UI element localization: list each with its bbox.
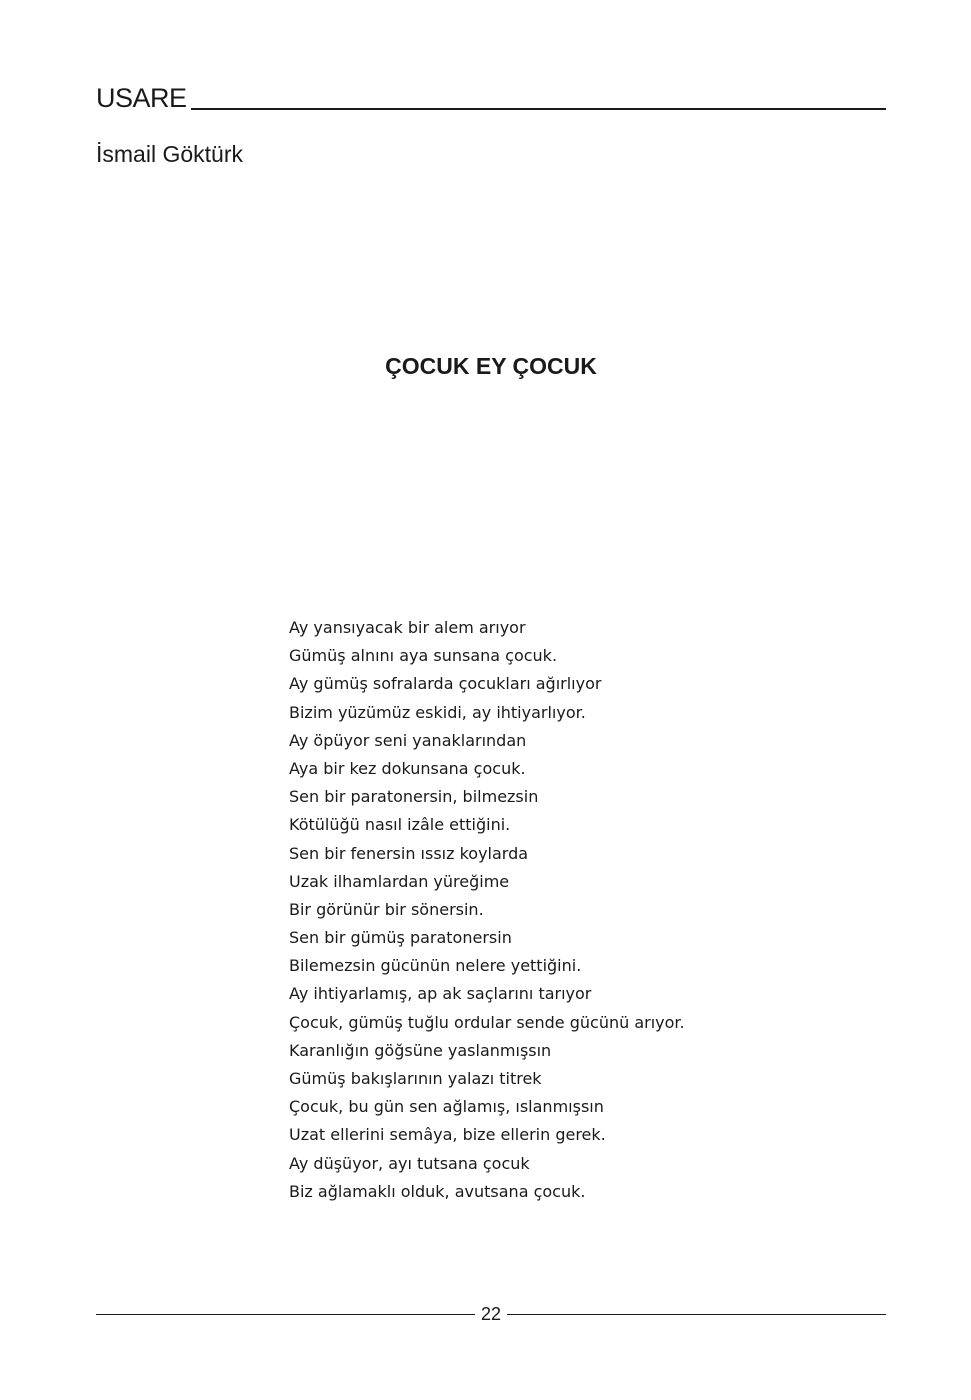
poem-line: Kötülüğü nasıl izâle ettiğini. bbox=[289, 815, 511, 835]
running-header bbox=[96, 80, 886, 112]
poem-line: Karanlığın göğsüne yaslanmışsın bbox=[289, 1040, 552, 1060]
poem-line: Bilemezsin gücünün nelere yettiğini. bbox=[289, 956, 582, 976]
poem-line: Uzak ilhamlardan yüreğime bbox=[289, 871, 510, 891]
poem-line: Bir görünür bir sönersin. bbox=[289, 899, 484, 919]
poem-line: Çocuk, bu gün sen ağlamış, ıslanmışsın bbox=[289, 1097, 604, 1117]
poem-line: Sen bir fenersin ıssız koylarda bbox=[289, 843, 529, 863]
poem-line: Ay gümüş sofralarda çocukları ağırlıyor bbox=[289, 674, 602, 694]
poem-line: Ay ihtiyarlamış, ap ak saçlarını tarıyor bbox=[289, 984, 592, 1004]
footer-rule-left bbox=[96, 1314, 475, 1315]
page-footer bbox=[96, 1302, 886, 1326]
poem-line: Gümüş bakışlarının yalazı titrek bbox=[289, 1069, 542, 1088]
poem-line: Aya bir kez dokunsana çocuk. bbox=[289, 758, 526, 778]
poem-line: Bizim yüzümüz eskidi, ay ihtiyarlıyor. bbox=[289, 702, 586, 722]
poem-title: ÇOCUK EY ÇOCUK bbox=[385, 353, 597, 379]
footer-rule-right bbox=[507, 1314, 886, 1315]
poem-line: Ay düşüyor, ayı tutsana çocuk bbox=[289, 1153, 530, 1173]
poem-line: Gümüş alnını aya sunsana çocuk. bbox=[289, 646, 558, 666]
poem-line: Ay yansıyacak bir alem arıyor bbox=[289, 618, 526, 637]
author-name: İsmail Göktürk bbox=[96, 141, 243, 167]
poem-line: Biz ağlamaklı olduk, avutsana çocuk. bbox=[289, 1181, 586, 1201]
poem-line: Çocuk, gümüş tuğlu ordular sende gücünü arıyor. bbox=[289, 1012, 685, 1032]
header-rule bbox=[191, 108, 886, 110]
page-number: 22 bbox=[480, 1304, 502, 1324]
poem-line: Sen bir gümüş paratonersin bbox=[289, 928, 512, 948]
poem-line: Sen bir paratonersin, bilmezsin bbox=[289, 787, 539, 807]
poem-line: Ay öpüyor seni yanaklarından bbox=[289, 730, 527, 750]
poem-body bbox=[289, 614, 849, 1206]
poem-line: Uzat ellerini semâya, bize ellerin gerek. bbox=[289, 1125, 606, 1145]
journal-name: USARE bbox=[96, 83, 187, 113]
